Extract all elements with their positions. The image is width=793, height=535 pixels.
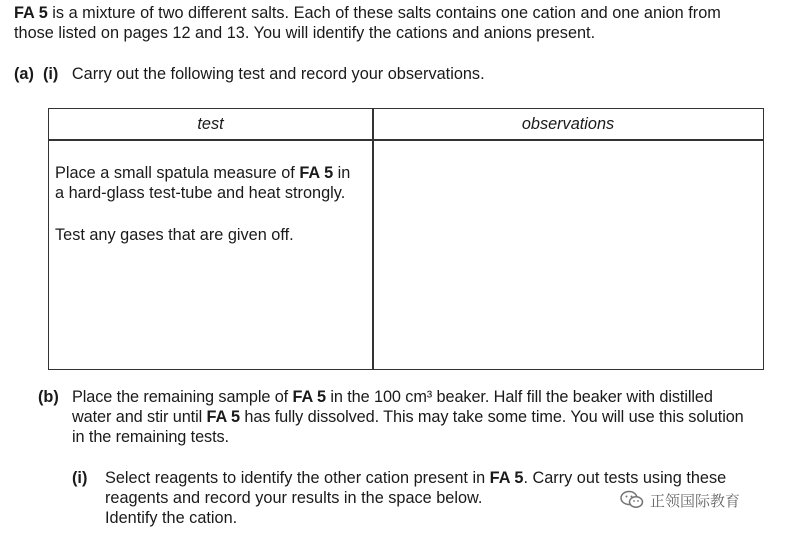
sample-code: FA 5	[14, 4, 48, 22]
sample-code: FA 5	[299, 164, 334, 182]
intro-line-2: those listed on pages 12 and 13. You will identify the cations and anions present.	[14, 24, 596, 42]
test-line-3: Test any gases that are given off.	[55, 226, 294, 244]
wechat-icon	[620, 490, 644, 510]
question-b-line-2	[72, 407, 777, 427]
sample-code: FA 5	[489, 469, 524, 487]
question-b-i-line-1	[105, 468, 785, 488]
question-b-text-part: water and stir until	[72, 408, 207, 426]
sample-code: FA 5	[206, 408, 240, 426]
question-b-i-text-part: Select reagents to identify the other cation present in	[105, 469, 490, 487]
watermark-text: 正领国际教育	[650, 492, 741, 510]
question-b-text-part: in the 100 cm³ beaker. Half fill the beaker with distilled	[325, 388, 713, 406]
table-header-divider	[49, 139, 763, 141]
question-b-i-text-part: . Carry out tests using these	[523, 469, 727, 487]
intro-paragraph	[14, 3, 784, 43]
test-line-2: a hard-glass test-tube and heat strongly.	[55, 184, 346, 202]
question-a-instruction: Carry out the following test and record your observations.	[71, 65, 485, 83]
watermark	[620, 488, 740, 512]
question-a-i	[14, 64, 714, 84]
question-b-text-part: has fully dissolved. This may take some time. You will use this solution	[239, 408, 744, 426]
question-b-text	[72, 387, 777, 447]
observations-table	[48, 108, 764, 370]
test-line-1	[55, 163, 371, 183]
table-column-divider	[372, 109, 374, 369]
test-cell-gas	[55, 225, 371, 245]
question-i-label: (i)	[42, 65, 59, 83]
column-header-test: test	[197, 115, 224, 133]
question-b-label: (b)	[38, 388, 59, 406]
question-b-line-1	[72, 387, 777, 407]
question-b-i-line-2: reagents and record your results in the space below.	[105, 489, 483, 507]
intro-text: is a mixture of two different salts. Each of these salts contains one cation and one anion from	[47, 4, 721, 22]
question-b-line-3: in the remaining tests.	[72, 428, 229, 446]
question-b-i-line-3: Identify the cation.	[105, 509, 238, 527]
column-header-observations: observations	[521, 115, 615, 133]
observations-answer-area[interactable]	[375, 142, 761, 368]
test-text: in	[333, 164, 351, 182]
question-b-i-label: (i)	[72, 469, 88, 487]
intro-line-1	[14, 3, 784, 23]
sample-code: FA 5	[292, 388, 326, 406]
test-text: Place a small spatula measure of	[55, 164, 300, 182]
question-b-text-part: Place the remaining sample of	[72, 388, 293, 406]
question-a-label: (a)	[14, 65, 34, 83]
test-cell	[55, 163, 371, 203]
